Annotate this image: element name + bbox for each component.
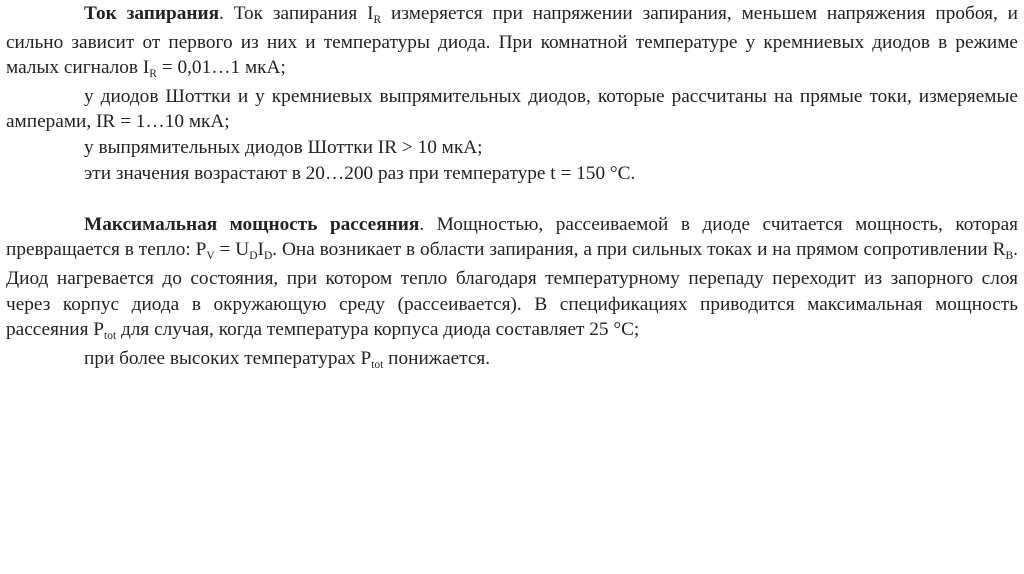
paragraph-temperature-increase: эти значения возрастают в 20…200 раз при температуре t = 150 °С. xyxy=(84,162,636,184)
subscript: R xyxy=(149,68,157,81)
heading-blocking-current: Ток запирания xyxy=(84,3,219,24)
text-run: . Ток запирания I xyxy=(219,3,374,24)
text-run: понижается. xyxy=(383,347,491,369)
text-run: = U xyxy=(214,239,250,261)
text-run: для случая, когда температура корпуса диода составляет 25 °С; xyxy=(116,319,640,341)
text-run: = 0,01…1 мкА; xyxy=(156,57,286,79)
subscript: R xyxy=(373,14,382,26)
subscript: B xyxy=(1005,250,1014,263)
subscript: tot xyxy=(104,330,117,343)
subscript: D xyxy=(263,250,273,263)
text-run: . Диод нагревается до состояния, при котором тепло благодаря температурному перепаду переходит из запорного слоя через корпус диода в окружающую среду (рассеивается). В спецификациях приводится максимальная мощность рассеяния P xyxy=(6,239,1018,341)
paragraph-blocking-current xyxy=(6,1,1018,84)
text-run: при более высоких температурах P xyxy=(84,347,372,369)
subscript: D xyxy=(249,250,258,263)
paragraph-schottky: у диодов Шоттки и у кремниевых выпрямительных диодов, которые рассчитаны на прямые токи, измеряемые амперами, IR = 1…10 мкА; xyxy=(6,85,1018,133)
text-run: измеряется при напряжении запирания, меньшем напряжения пробоя, и сильно зависит от первого из них и температуры диода. При комнатной температуре у кремниевых диодов в режиме малых сигналов I xyxy=(6,3,1018,79)
text-run: . Она возникает в области запирания, а при сильных токах и на прямом сопротивлении R xyxy=(272,239,1006,261)
text-run: . Мощностью, рассеиваемой в диоде считается мощность, которая превращается в тепло: P xyxy=(6,213,1018,261)
paragraph-schottky-rectifier: у выпрямительных диодов Шоттки IR > 10 мкА; xyxy=(84,136,483,158)
subscript: tot xyxy=(371,358,384,371)
document-text xyxy=(6,1,1018,374)
paragraph-gap xyxy=(6,186,1018,212)
heading-max-power: Максимальная мощность рассеяния xyxy=(84,213,420,235)
subscript: V xyxy=(206,250,215,263)
paragraph-higher-temperature xyxy=(6,346,1018,375)
paragraph-max-power xyxy=(6,212,1018,346)
text-run: I xyxy=(257,239,264,261)
